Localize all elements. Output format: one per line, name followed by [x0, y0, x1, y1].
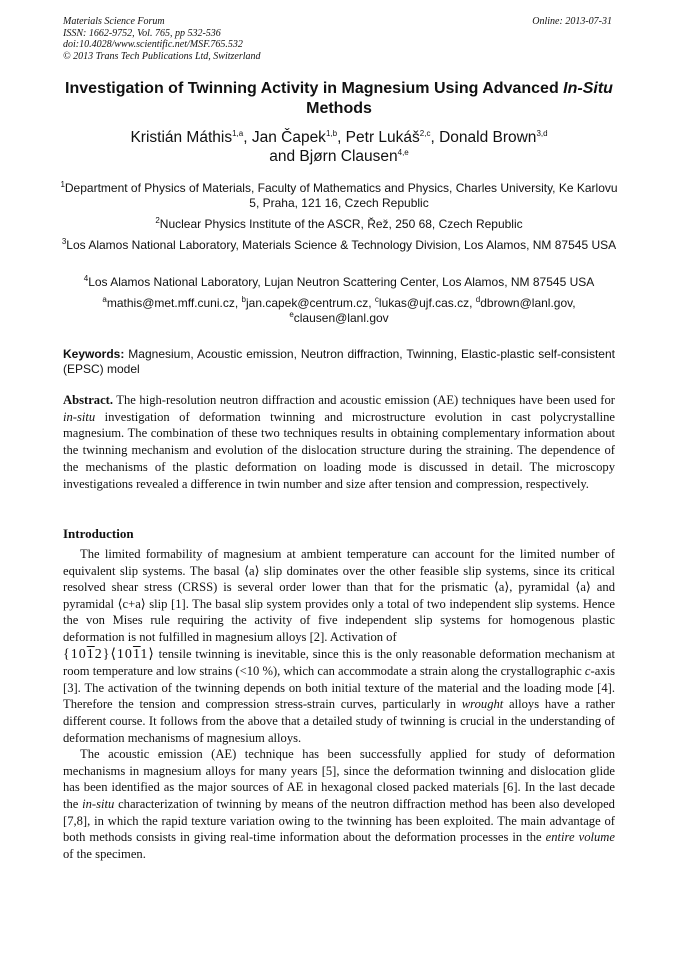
title-text-2: Methods [306, 100, 372, 117]
paragraph-text: characterization of twinning by means of the neutron diffraction method has been also developed [7,8], in which the rapid texture variation owing to the twinning has been exploited. The main advantage of both methods consists in giving real-time information about the deformation processes in the [63, 796, 615, 845]
miller-index-direction: ⟨1011⟩ [110, 646, 155, 662]
email-link[interactable]: lukas@ujf.cas.cz, [378, 296, 473, 310]
email-link[interactable]: mathis@met.mff.cuni.cz, [106, 296, 239, 310]
paragraph-text: tensile twinning is inevitable, since this is the only reasonable deformation mechanism at room temperature and low strains (<10 %), which can accommodate a strain along the crystallographic [63, 646, 615, 679]
keywords-text: Magnesium, Acoustic emission, Neutron diffraction, Twinning, Elastic-plastic self-consistent (EPSC) model [63, 347, 615, 376]
copyright: © 2013 Trans Tech Publications Ltd, Switzerland [63, 50, 261, 62]
affiliation-4 [60, 275, 618, 290]
title-italic: In-Situ [563, 80, 613, 97]
author-name: and Bjørn Clausen [269, 148, 398, 165]
keywords-label: Keywords: [63, 347, 125, 361]
aff-text: Department of Physics of Materials, Faculty of Mathematics and Physics, Charles University, Ke Karlovu 5, Praha, 121 16, Czech Republic [64, 181, 618, 210]
journal-header [63, 16, 261, 62]
online-date: Online: 2013-07-31 [532, 16, 612, 27]
paragraph-text: -axis [3]. The activation of the twinning depends on both initial texture of the material and the loading mode [4]. Therefore the tension and compression stress-strain curves, particularly in [63, 664, 615, 712]
italic-text: in-situ [82, 796, 115, 811]
introduction-body [63, 546, 615, 862]
aff-num: 2 [155, 216, 160, 225]
journal-name: Materials Science Forum [63, 16, 165, 27]
abstract [63, 392, 615, 492]
section-heading: Introduction [63, 526, 134, 541]
doi: doi:10.4028/www.scientific.net/MSF.765.532 [63, 39, 243, 50]
author-name: , Jan Čapek [243, 129, 326, 146]
aff-num: 3 [61, 237, 67, 246]
author-sup: 1,a [232, 128, 244, 138]
author-sup: 2,c [419, 128, 431, 138]
email-list: $^a$mathis@met.mff.cuni.cz, $^b$jan.capek@centrum.cz, $^c$lukas@ujf.cas.cz, $^d$dbrown@lanl.gov, $^e$clausen@lanl.gov [102, 295, 576, 325]
keywords [63, 347, 615, 377]
aff-text: Nuclear Physics Institute of the ASCR, Řež, 250 68, Czech Republic [159, 217, 523, 231]
abstract-text: investigation of deformation twinning and microstructure evolution in cast polycrystalline magnesium. The combination of these two techniques results in obtaining complementary information about the twinning mechanism and evolution of the dislocation structure during the straining. The dependence of the mechanisms of the plastic deformation on loading mode is discussed in detail. The microscopy investigations revealed a difference in twin number and size after tension and compression, respectively. [63, 409, 615, 491]
paper-title [40, 79, 638, 119]
italic-text: wrought [461, 697, 504, 712]
aff-text: Los Alamos National Laboratory, Lujan Neutron Scattering Center, Los Alamos, NM 87545 USA [88, 275, 595, 289]
paragraph [63, 546, 615, 646]
paragraph [63, 746, 615, 862]
abstract-label: Abstract. [63, 393, 114, 407]
issn: ISSN: 1662-9752, Vol. 765, pp 532-536 [63, 27, 221, 39]
author-sup: 1,b [325, 128, 338, 138]
paragraph-text: alloys have a rather different course. It follows from the above that a detailed study of twinning is crucial in the understanding of deformation mechanisms of magnesium alloys. [63, 697, 615, 745]
paragraph-text: of the specimen. [63, 846, 146, 861]
aff-num: 4 [83, 274, 89, 283]
email-link[interactable]: dbrown@lanl.gov, [480, 296, 576, 310]
affiliation-1 [60, 181, 618, 211]
italic-text: entire volume [545, 830, 615, 845]
title-text: Investigation of Twinning Activity in Magnesium Using Advanced [65, 80, 564, 97]
italic-text: c [584, 664, 591, 679]
author-name: , Petr Lukáš [337, 129, 420, 146]
paragraph-text: The acoustic emission (AE) technique has been successfully applied for study of deformation mechanisms in magnesium alloys for many years [5], since the deformation twinning and dislocation glide has been identified as the major sources of AE in hexagonal closed packed materials [6]. In the last decade the [63, 747, 615, 811]
author-name: , Donald Brown [430, 129, 537, 146]
miller-index-plane: {1012} [63, 646, 111, 662]
affiliation-2 [60, 217, 618, 232]
affiliation-3 [60, 238, 618, 253]
abstract-text: The high-resolution neutron diffraction and acoustic emission (AE) techniques have been used for [113, 393, 615, 407]
paragraph [63, 646, 615, 747]
abstract-italic: in-situ [63, 409, 96, 424]
author-sup: 4,e [397, 147, 409, 157]
author-list [40, 128, 638, 166]
paragraph-text: The limited formability of magnesium at ambient temperature can account for the limited number of equivalent slip systems. The basal ⟨a⟩ slip dominates over the other feasible slip systems, since its critical resolved shear stress (CRSS) is several order lower than that for the prismatic ⟨a⟩, pyramidal ⟨a⟩ and pyramidal ⟨c+a⟩ slip [1]. The basal slip system provides only a total of two independent slip systems. Hence the von Mises rule requiring the activity of five independent slip systems for homogenous plastic deformation is not fulfilled in magnesium alloys [2]. Activation of [63, 547, 615, 644]
email-link[interactable]: jan.capek@centrum.cz, [245, 296, 372, 310]
email-link[interactable]: clausen@lanl.gov [293, 311, 389, 325]
author-name: Kristián Máthis [130, 129, 233, 146]
aff-num: 1 [60, 180, 65, 189]
author-sup: 3,d [536, 128, 548, 138]
aff-text: Los Alamos National Laboratory, Materials Science & Technology Division, Los Alamos, NM 87545 USA [66, 238, 617, 252]
